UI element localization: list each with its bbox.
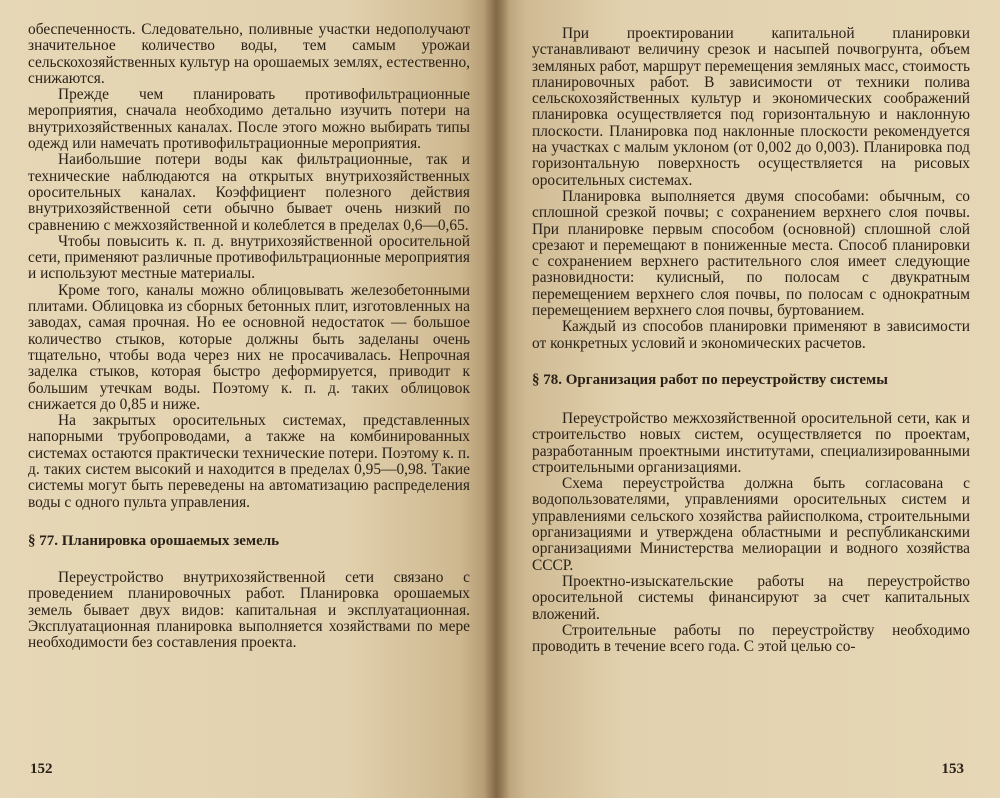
left-page	[0, 0, 496, 798]
paragraph: Переустройство внутрихозяйственной сети связано с проведением планировочных работ. Планировка орошаемых земель бывает двух видов: капитальная и эксплуатационная. Эксплуатационная планировка выполняется хозяйствами по мере необходимости без составления проекта.	[28, 568, 470, 652]
paragraph: Каждый из способов планировки применяют в зависимости от конкретных условий и экономических расчетов.	[532, 318, 970, 352]
paragraph: Прежде чем планировать противофильтрационные мероприятия, сначала необходимо детально изучить потери на внутрихозяйственных каналах. После этого можно выбирать типы одежд или намечать противофильтрационные мероприятия.	[28, 86, 470, 153]
page-number: 152	[30, 761, 53, 777]
paragraph: Чтобы повысить к. п. д. внутрихозяйственной оросительной сети, применяют различные противофильтрационные мероприятия и используют местные материалы.	[28, 232, 470, 283]
page-number: 153	[941, 761, 964, 777]
paragraph: Наибольшие потери воды как фильтрационные, так и технические наблюдаются на открытых внутрихозяйственных оросительных каналах. Коэффициент полезного действия внутрихозяйственной сети обычно бывает очень низкий по сравнению с межхозяйственной и колеблется в пределах 0,6—0,65.	[28, 151, 470, 234]
section-heading: § 77. Планировка орошаемых земель	[28, 532, 280, 549]
paragraph: Переустройство межхозяйственной оросительной сети, как и строительство новых систем, осуществляется по проектам, разработанным проектными институтами, специализированными строительными организациями.	[532, 409, 970, 476]
paragraph: Планировка выполняется двумя способами: обычным, со сплошной срезкой почвы; с сохранением верхнего слоя почвы. При планировке первым способом (основной) сплошной слой срезают и перемещают в пониженные места. Способ планировки с сохранением верхнего растительного слоя имеет следующие разновидности: кулисный, по полосам с двукратным перемещением верхнего слоя почвы, по полосам с однократным перемещением верхнего слоя почвы, буртованием.	[532, 187, 970, 320]
paragraph: Схема переустройства должна быть согласована с водопользователями, управлениями оросительных систем и управлениями сельского хозяйства райисполкома, строительными организациями и утверждена областными и республиканскими организациями Министерства мелиорации и водного хозяйства СССР.	[532, 475, 970, 574]
paragraph: Проектно-изыскательские работы на переустройство оросительной системы финансируют за счет капитальных вложений.	[532, 572, 970, 623]
paragraph: При проектировании капитальной планировки устанавливают величину срезок и насыпей почвогрунта, объем земляных работ, маршрут перемещения земляных масс, стоимость планировочных работ. В зависимости от техники полива сельскохозяйственных культур и экономических соображений планировка осуществляется под горизонтальную и наклонную плоскости. Планировка под наклонные плоскости рекомендуется на участках с малым уклоном (от 0,002 до 0,003). Планировка под горизонтальную поверхность осуществляется на рисовых оросительных системах.	[532, 25, 970, 189]
paragraph: На закрытых оросительных системах, представленных напорными трубопроводами, а также на комбинированных системах остаются практически технические потери. Поэтому к. п. д. таких систем высокий и находится в пределах 0,95—0,98. Такие системы могут быть переведены на автоматизацию распределения воды с одного пульта управления.	[28, 412, 470, 511]
book-gutter	[484, 0, 510, 798]
right-page	[496, 0, 1000, 798]
section-heading: § 78. Организация работ по переустройству системы	[532, 371, 888, 388]
paragraph: Кроме того, каналы можно облицовывать железобетонными плитами. Облицовка из сборных бетонных плит, изготовленных на заводах, самая прочная. Но ее основной недостаток — большое количество стыков, которые должны быть заделаны очень тщательно, чтобы вода через них не просачивалась. Непрочная заделка стыков, которая быстро деформируется, приводит к большим утечкам воды. Поэтому к. п. д. таких облицовок снижается до 0,85 и ниже.	[28, 281, 470, 413]
paragraph: обеспеченность. Следовательно, поливные участки недополучают значительное количество воды, тем самым урожаи сельскохозяйственных культур на орошаемых землях, естественно, снижаются.	[28, 21, 470, 87]
paragraph: Строительные работы по переустройству необходимо проводить в течение всего года. С этой целью со-	[532, 621, 970, 656]
